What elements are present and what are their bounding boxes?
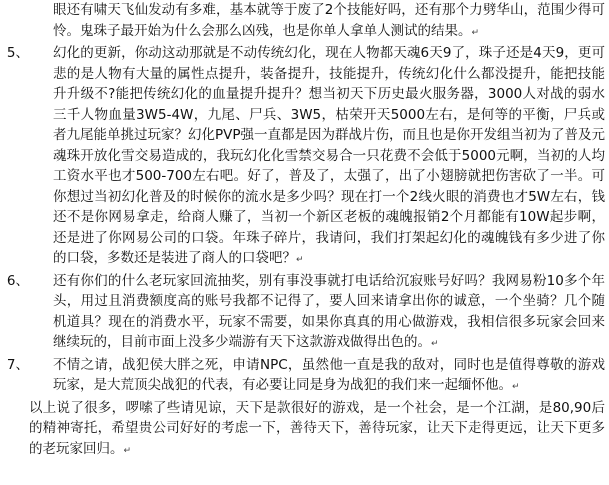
paragraph-mark: ↵ — [431, 339, 439, 349]
list-item-7-text — [53, 355, 605, 398]
closing-paragraph — [0, 398, 605, 462]
list-number-6: 6、 — [6, 272, 29, 289]
list-item-5 — [0, 43, 605, 271]
list-item-5-text — [53, 43, 605, 271]
paragraph-mark: ↵ — [123, 445, 132, 456]
continued-paragraph — [0, 0, 605, 43]
list-number-5: 5、 — [6, 45, 29, 61]
list-item-7-content: 不情之请，战犯侯大胖之死，申请NPC，虽然他一直是我的敌对，同时也是值得尊敬的游戏玩家，是大荒顶尖战犯的代表，有必要让同是身为战犯的我们来一起缅怀他。 — [53, 356, 605, 393]
continued-paragraph-text: 眼还有啸天飞仙发动有多难，基本就等于废了2个技能好吗，还有那个力劈华山，范围少得可怜。鬼珠子最开始为什么会那么凶残，也是你单人拿单人测试的结果。 — [53, 2, 605, 39]
list-item-6 — [0, 271, 605, 355]
list-item-6-content: 还有你们的什么老玩家回流抽奖，别有事没事就打电话给沉寂账号好吗？我网易粉10多个年头，用过且消费额度高的账号我都不记得了，要人回来请拿出你的诚意，一个坐骑？几个随机道具？现在的消费水平，玩家不需要，如果你真真的用心做游戏，我相信很多玩家会回来继续玩的，目前市面上没多少端游有天下这款游戏做得出色的。 — [53, 272, 605, 350]
list-item-6-text — [53, 271, 605, 355]
list-item-7 — [0, 355, 605, 398]
list-number-7: 7、 — [6, 356, 29, 373]
paragraph-mark: ↵ — [512, 382, 520, 392]
list-item-5-content: 幻化的更新，你动这动那就是不动传统幻化，现在人物都天魂6天9了，珠子还是4天9，更可悲的是人物有大量的属性点提升，装备提升，技能提升，传统幻化什么都没提升，能把技能升升级不?能把传统幻化的血量提升提升？想当初天下历史最火服务器，3000人对战的弱水三千人物血量3W5-4W，九尾、尸兵、3W5，枯荣开天5000左右，是何等的平衡，尸兵或者九尾能单挑过玩家？幻化PVP强一直都是因为群战片伤，而且也是你开发组当初为了普及元魂珠开放化雪交易造成的，我玩幻化化雪禁交易合一只花费不会低于5000元啊，当初的人均工资水平也才500-700左右吧。好了，普及了，太强了，出了小翅膀就把伤害砍了一半。可你想过当初幻化普及的时候你的流水是多少吗？现在打一个2线火眼的消费也才5W左右，钱还不是你网易拿走，给商人赚了，当初一个新区老板的魂魄报销2个月都能有10W起步啊，还是进了你网易公司的口袋。年珠子碎片，我请问，我们打架起幻化的魂魄钱有多少进了你的口袋，多数还是装进了商人的口袋吧？ — [53, 45, 606, 266]
paragraph-mark: ↵ — [296, 255, 304, 265]
paragraph-mark: ↵ — [471, 27, 480, 38]
closing-paragraph-text: 以上说了很多，啰嗦了些请见谅，天下是款很好的游戏，是一个社会，是一个江湖，是80,90后的精神寄托，希望贵公司好好的考虑一下，善待天下，善待玩家，让天下走得更远，让天下更多的老玩家回归。 — [29, 399, 605, 457]
